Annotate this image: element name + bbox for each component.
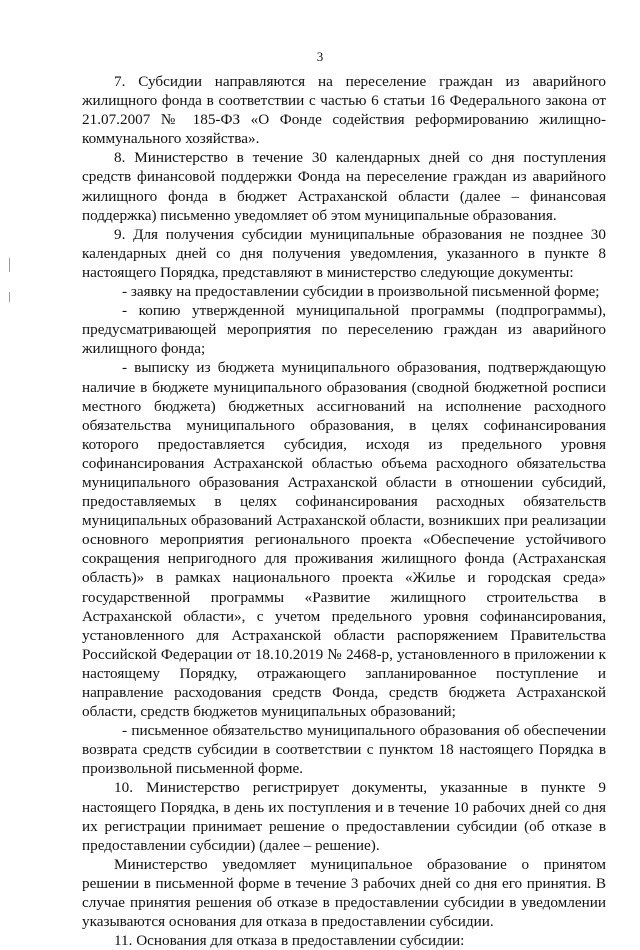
scan-margin-mark [9,292,10,302]
paragraph-9: 9. Для получения субсидии муниципальные образования не позднее 30 календарных дней со дня получения уведомления, указанного в пункте 8 настоящего Порядка, представляют в министерство следующие документы: [82,225,606,281]
list-item: - выписку из бюджета муниципального образования, подтверждающую наличие в бюджете муниципального образования (сводной бюджетной росписи местного бюджета) бюджетных ассигнований на исполнение расходного обязательства муниципального образования, в целях софинансирования которого предоставляется субсидия, исходя из предельного уровня софинансирования Астраханской областью объема расходного обязательства муниципального образования Астраханской области в отношении субсидий, предоставляемых в целях софинансирования расходных обязательств муниципальных образований Астраханской области, возникших при реализации основного мероприятия регионального проекта «Обеспечение устойчивого сокращения непригодного для проживания жилищного фонда (Астраханская область)» в рамках национального проекта «Жилье и городская среда» государственной программы «Развитие жилищного строительства в Астраханской области», с учетом предельного уровня софинансирования, установленного для Астраханской области распоряжением Правительства Российской Федерации от 18.10.2019 № 2468-р, установленного в приложении к настоящему Порядку, отражающего запланированное поступление и направление расходования средств Фонда, средств бюджета Астраханской области, средств бюджетов муниципальных образований; [82,359,606,721]
paragraph-10: 10. Министерство регистрирует документы, указанные в пункте 9 настоящего Порядка, в день их поступления и в течение 10 рабочих дней со дня их регистрации принимает решение о предоставлении субсидии (об отказе в предоставлении субсидии) (далее – решение). [82,779,606,854]
paragraph-7: 7. Субсидии направляются на переселение граждан из аварийного жилищного фонда в соответствии с частью 6 статьи 16 Федерального закона от 21.07.2007 № 185-ФЗ «О Фонде содействия реформированию жилищно-коммунального хозяйства». [82,73,606,148]
list-item: - копию утвержденной муниципальной программы (подпрограммы), предусматривающей мероприятия по переселению граждан из аварийного жилищного фонда; [82,302,606,358]
paragraph-11: 11. Основания для отказа в предоставлении субсидии: [114,932,465,950]
paragraph-8: 8. Министерство в течение 30 календарных дней со дня поступления средств финансовой поддержки Фонда на переселение граждан из аварийного жилищного фонда в бюджет Астраханской области (далее – финансовая поддержка) письменно уведомляет об этом муниципальные образования. [82,149,606,224]
scan-margin-mark [9,258,10,272]
paragraph-10-notice: Министерство уведомляет муниципальное образование о принятом решении в письменной форме в течение 3 рабочих дней со дня его принятия. В случае принятия решения об отказе в предоставлении субсидии в уведомлении указываются основания для отказа в предоставлении субсидии. [82,855,606,931]
page-number: 3 [316,49,324,64]
list-item: - заявку на предоставлении субсидии в произвольной письменной форме; [122,283,600,301]
document-body [82,72,606,950]
list-item: - письменное обязательство муниципального образования об обеспечении возврата средств субсидии в соответствии с пунктом 18 настоящего Порядка в произвольной письменной форме. [82,722,606,778]
